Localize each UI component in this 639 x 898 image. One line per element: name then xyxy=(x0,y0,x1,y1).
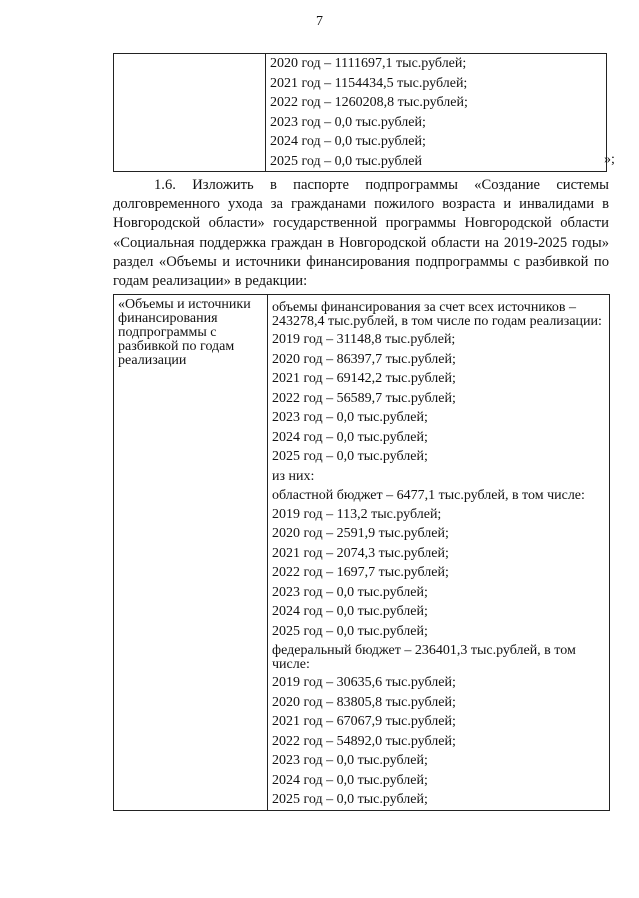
year-amount-line: 2022 год – 1260208,8 тыс.рублей; xyxy=(270,95,468,110)
total-year-line: 2020 год – 86397,7 тыс.рублей; xyxy=(272,351,456,367)
total-year-line: 2025 год – 0,0 тыс.рублей; xyxy=(272,449,428,464)
federal-year-line: 2022 год – 54892,0 тыс.рублей; xyxy=(272,733,456,749)
amounts-cell xyxy=(266,54,607,172)
total-year-line: 2021 год – 69142,2 тыс.рублей; xyxy=(272,371,456,386)
section-label: «Объемы и источники финансирования подпрограммы с разбивкой по годам реализации xyxy=(118,297,251,368)
total-year-line: 2019 год – 31148,8 тыс.рублей; xyxy=(272,332,456,347)
regional-year-line: 2019 год – 113,2 тыс.рублей; xyxy=(272,506,442,522)
regional-year-line: 2022 год – 1697,7 тыс.рублей; xyxy=(272,565,449,580)
federal-year-line: 2020 год – 83805,8 тыс.рублей; xyxy=(272,694,456,710)
previous-section-table xyxy=(113,53,607,172)
of-them-label: из них: xyxy=(272,468,315,484)
federal-year-line: 2019 год – 30635,6 тыс.рублей; xyxy=(272,675,456,690)
year-amount-line: 2023 год – 0,0 тыс.рублей; xyxy=(270,114,426,130)
year-amount-line: 2024 год – 0,0 тыс.рублей; xyxy=(270,134,426,149)
regional-year-line: 2025 год – 0,0 тыс.рублей; xyxy=(272,623,428,639)
federal-budget-text: федеральный бюджет – 236401,3 тыс.рублей, в том числе: xyxy=(272,643,576,672)
funding-table xyxy=(113,294,610,811)
federal-year-line: 2021 год – 67067,9 тыс.рублей; xyxy=(272,714,456,729)
regional-year-line: 2021 год – 2074,3 тыс.рублей; xyxy=(272,545,449,561)
regional-budget-text: областной бюджет – 6477,1 тыс.рублей, в том числе: xyxy=(272,488,585,503)
regional-year-line: 2020 год – 2591,9 тыс.рублей; xyxy=(272,526,449,541)
funding-details-cell xyxy=(268,295,610,811)
regional-year-line: 2023 год – 0,0 тыс.рублей; xyxy=(272,584,428,600)
empty-label-cell xyxy=(114,54,266,172)
total-year-line: 2022 год – 56589,7 тыс.рублей; xyxy=(272,390,456,406)
federal-year-line: 2023 год – 0,0 тыс.рублей; xyxy=(272,753,428,768)
amendment-text: 1.6. Изложить в паспорте подпрограммы «Создание системы долговременного ухода за гражданами пожилого возраста и инвалидами в Новгородской области» государственной программы Новгородской области «Социальная поддержка граждан в Новгородской области на 2019-2025 годы» раздел «Объемы и источники финансирования подпрограммы с разбивкой по годам реализации» в редакции: xyxy=(113,177,609,290)
total-funding-text: объемы финансирования за счет всех источников – 243278,4 тыс.рублей, в том числе по годам реализации: xyxy=(272,300,602,329)
year-amount-line: 2025 год – 0,0 тыс.рублей xyxy=(270,153,422,169)
closing-quote: »; xyxy=(604,152,615,167)
total-year-line: 2023 год – 0,0 тыс.рублей; xyxy=(272,410,428,425)
year-amount-line: 2021 год – 1154434,5 тыс.рублей; xyxy=(270,75,468,91)
federal-year-line: 2025 год – 0,0 тыс.рублей; xyxy=(272,792,428,807)
total-year-line: 2024 год – 0,0 тыс.рублей; xyxy=(272,429,428,445)
amendment-paragraph xyxy=(113,176,609,291)
section-label-cell xyxy=(114,295,268,811)
page-number: 7 xyxy=(316,14,323,29)
federal-year-line: 2024 год – 0,0 тыс.рублей; xyxy=(272,772,428,788)
regional-year-line: 2024 год – 0,0 тыс.рублей; xyxy=(272,604,428,619)
year-amount-line: 2020 год – 1111697,1 тыс.рублей; xyxy=(270,56,467,71)
